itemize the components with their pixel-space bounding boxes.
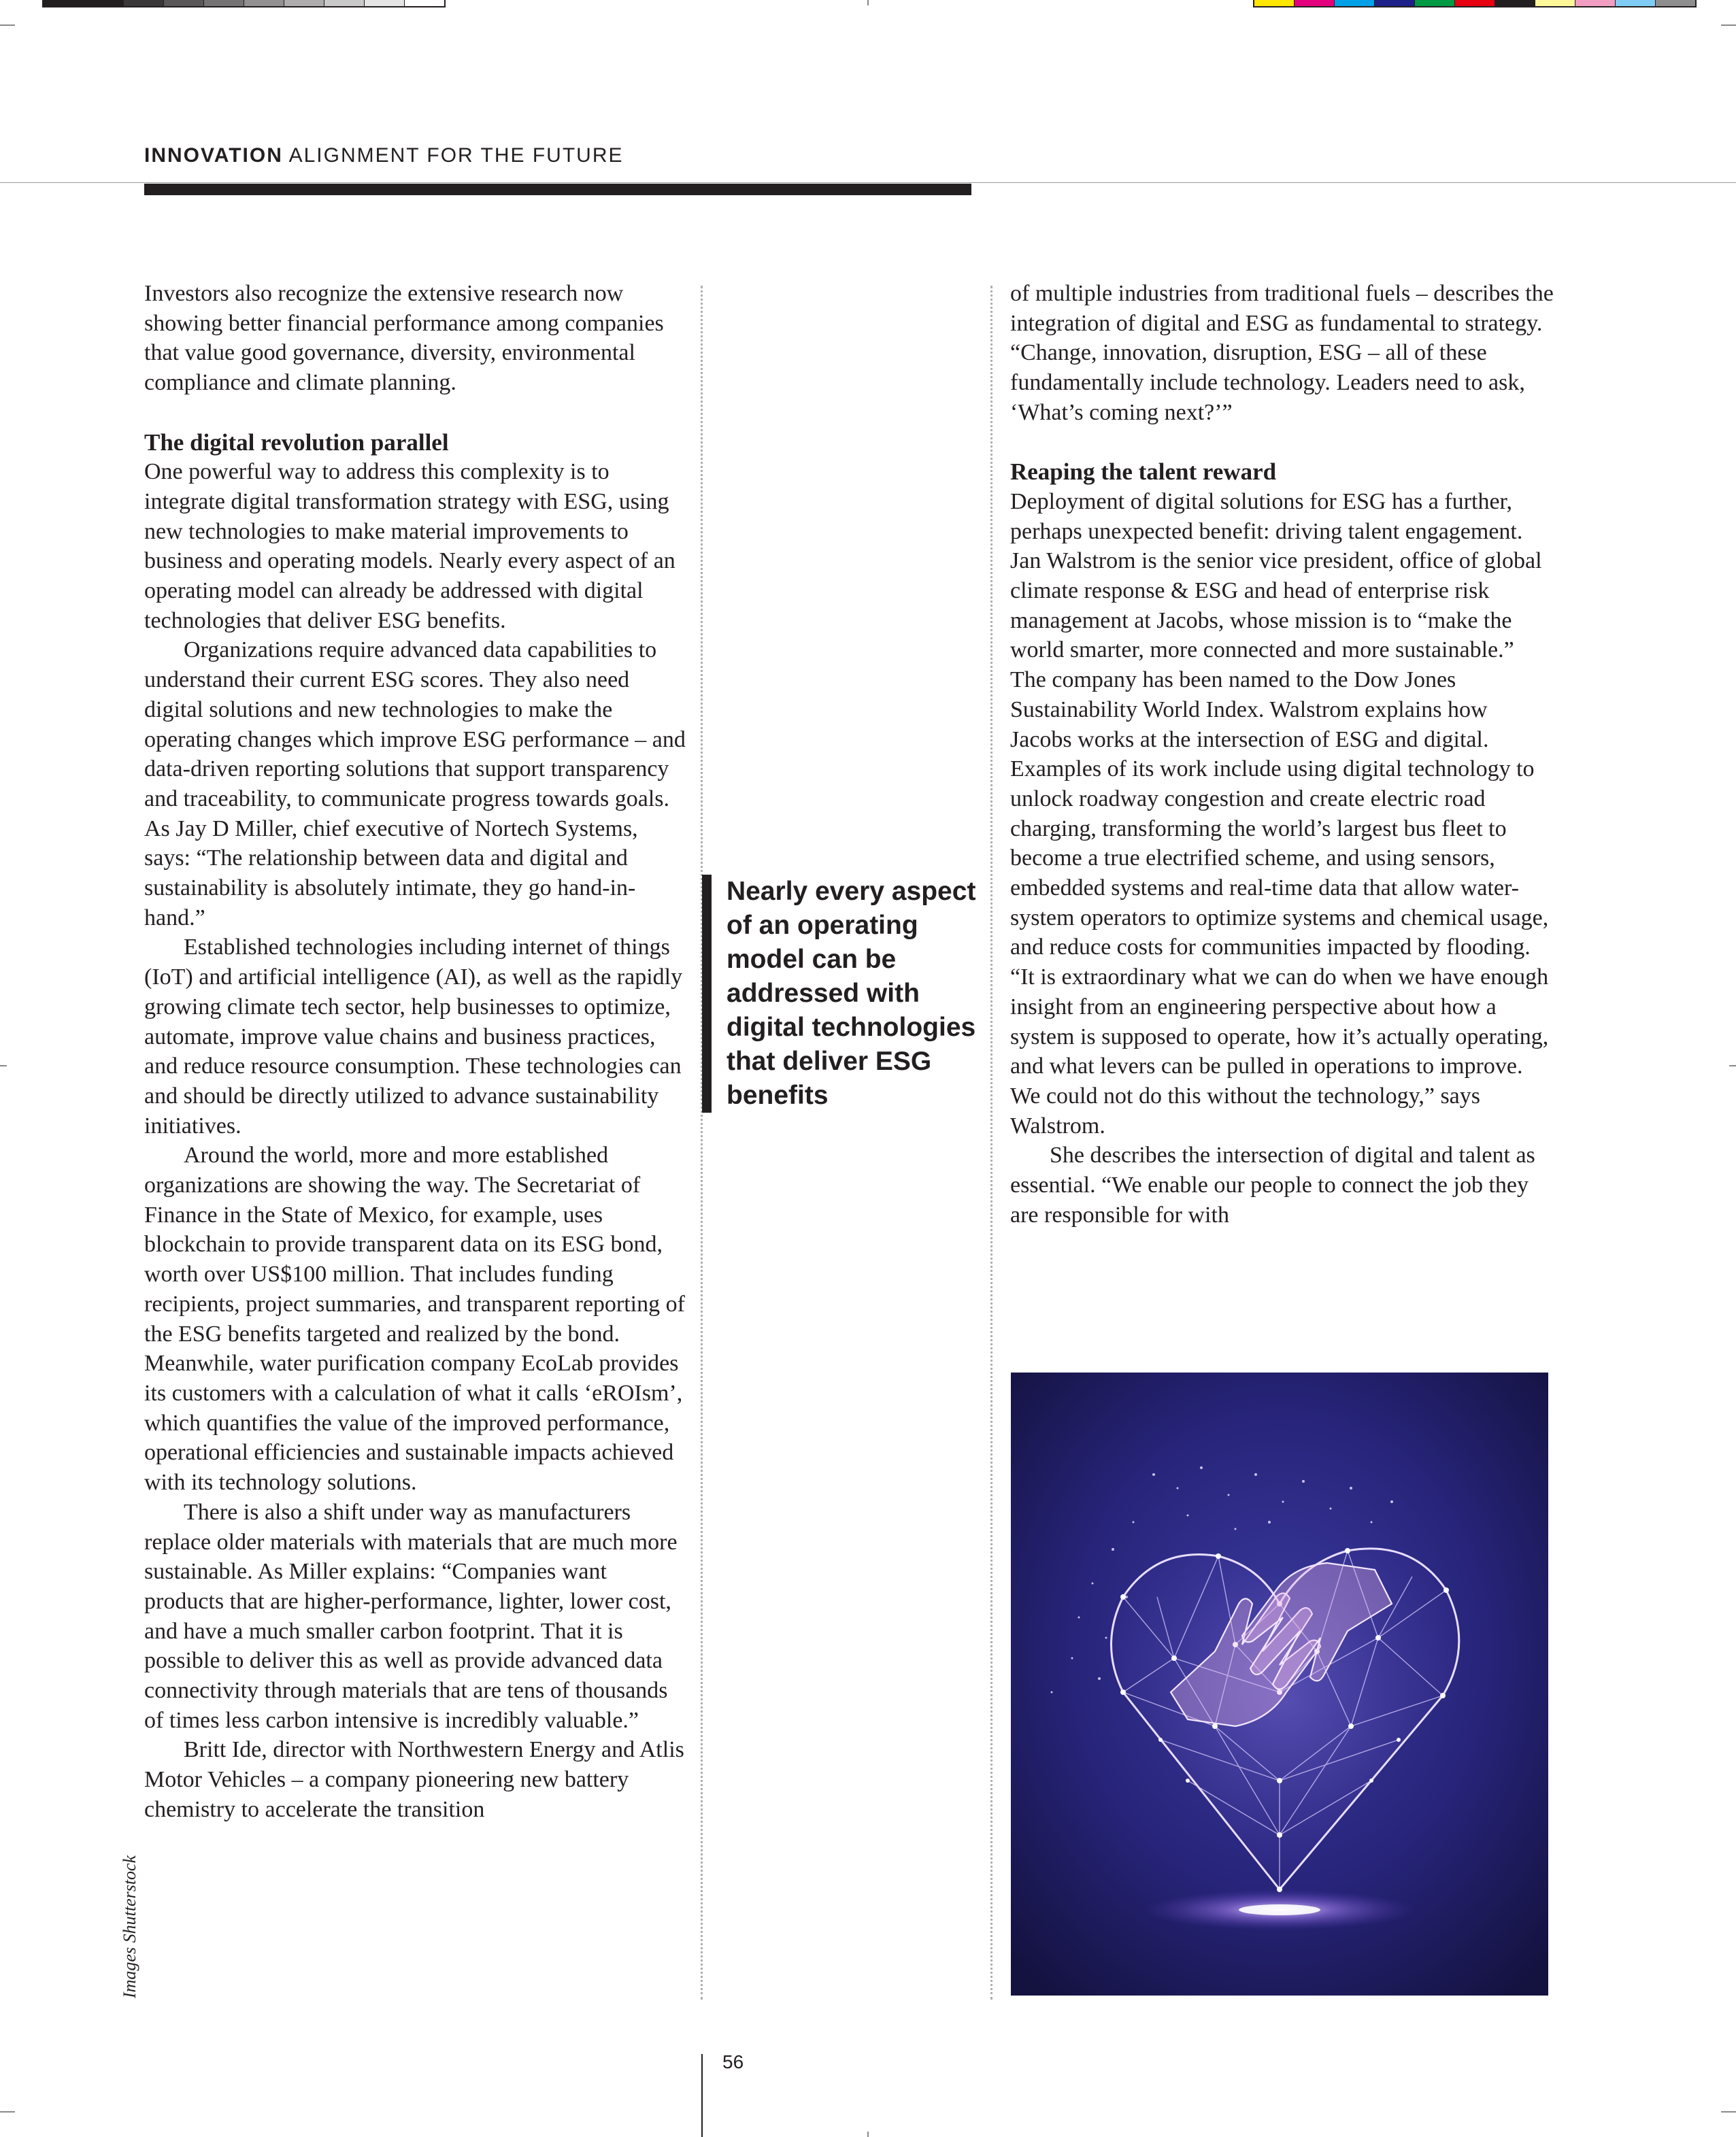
crop-mark — [0, 24, 15, 26]
color-swatch — [1495, 0, 1535, 6]
color-swatch — [44, 0, 83, 6]
paragraph: Around the world, more and more established organizations are showing the way. The Secretariat of Finance in the State of Mexico, for example, uses blockchain to provide transparent data on its ESG bond, worth over US$100 million. That includes funding recipients, project summaries, and transparent reporting of the ESG benefits targeted and realized by the bond. Meanwhile, water purification company EcoLab provides its customers with a calculation of what it calls ‘eROIsm’, which quantifies the value of the improved performance, operational efficiencies and sustainable impacts achieved with its technology solutions. — [144, 1143, 685, 1496]
article-column-right — [1010, 279, 1554, 1230]
section-name: INNOVATION — [144, 144, 283, 167]
heart-hands-illustration — [1011, 1373, 1548, 1996]
color-swatch — [284, 0, 324, 6]
running-header — [144, 144, 624, 167]
crop-mark — [1721, 24, 1736, 26]
paragraph: One powerful way to address this complexity is to integrate digital transformation strategy with ESG, using new technologies to make material improvements to business and operating models. Nearly every aspect of an operating model can already be addressed with digital technologies that deliver ESG benefits. — [144, 459, 675, 633]
section-subtitle: ALIGNMENT FOR THE FUTURE — [288, 144, 624, 167]
article-column-left — [144, 279, 688, 1825]
color-swatch — [1535, 0, 1575, 6]
color-swatch — [1414, 0, 1454, 6]
color-swatch — [1254, 0, 1294, 6]
paragraph: She describes the intersection of digital and talent as essential. “We enable our people to connect the job they are responsible for with — [1010, 1143, 1535, 1228]
heart-hands-network-icon — [1011, 1373, 1548, 1996]
crop-mark — [1729, 1065, 1736, 1066]
paragraph: Deployment of digital solutions for ESG has a further, perhaps unexpected benefit: driving talent engagement. Jan Walstrom is the senior vice president, office of global climate response & ESG and head of enterprise risk management at Jacobs, whose mission is to “make the world smarter, more connected and more sustainable.” The company has been named to the Dow Jones Sustainability World Index. Walstrom explains how Jacobs works at the intersection of ESG and digital. Examples of its work include using digital technology to unlock roadway congestion and create electric road charging, transforming the world’s largest bus fleet to become a true electrified scheme, and using sensors, embedded systems and real-time data that allow water-system operators to optimize systems and chemical usage, and reduce costs for communities impacted by flooding. “It is extraordinary what we can do when we have enough insight from an engineering perspective about how a system is supposed to operate, how it’s actually operating, and what levers can be pulled in operations to improve. We could not do this without the technology,” says Walstrom. — [1010, 488, 1549, 1139]
color-swatch — [1334, 0, 1374, 6]
color-bar-right — [1253, 0, 1697, 7]
crop-mark — [1721, 2111, 1736, 2113]
color-swatch — [1294, 0, 1334, 6]
color-swatch — [1655, 0, 1695, 6]
color-swatch — [1575, 0, 1615, 6]
column-divider — [701, 286, 703, 2000]
paragraph: Organizations require advanced data capabilities to understand their current ESG scores. They also need digital solutions and new technologies to make the operating changes which improve ESG performance – and data-driven reporting solutions that support transparency and traceability, to communicate progress towards goals. As Jay D Miller, chief executive of Nortech Systems, says: “The relationship between data and digital and sustainability is absolutely intimate, they go hand-in-hand.” — [144, 637, 686, 930]
page-number: 56 — [722, 2051, 744, 2072]
photo-credit: Images Shutterstock — [120, 1855, 139, 1998]
color-swatch — [244, 0, 284, 6]
column-divider — [990, 286, 992, 2000]
crop-mark — [0, 2111, 15, 2113]
color-swatch — [163, 0, 203, 6]
color-swatch — [123, 0, 163, 6]
folio-rule — [701, 2054, 703, 2137]
paragraph: Britt Ide, director with Northwestern Energy and Atlis Motor Vehicles – a company pioneering new battery chemistry to accelerate the transition — [144, 1737, 684, 1822]
subheading: Reaping the talent reward — [1010, 458, 1277, 486]
header-rule — [0, 182, 1736, 183]
color-swatch — [1615, 0, 1655, 6]
color-swatch — [364, 0, 404, 6]
crop-mark — [0, 1065, 7, 1066]
subheading: The digital revolution parallel — [144, 428, 449, 456]
header-bar — [144, 184, 971, 195]
color-bar-left — [42, 0, 446, 7]
paragraph: There is also a shift under way as manufacturers replace older materials with materials that are much more sustainable. As Miller explains: “Companies want products that are higher-performance, lighter, lower cost, and have a much smaller carbon footprint. That it is possible to deliver this as well as provide advanced data connectivity through materials that are tens of thousands of times less carbon intensive is incredibly valuable.” — [144, 1499, 678, 1733]
color-swatch — [404, 0, 444, 6]
color-swatch — [83, 0, 123, 6]
paragraph: of multiple industries from traditional fuels – describes the integration of digital and ESG as fundamental to strategy. “Change, innovation, disruption, ESG – all of these fundamentally include technology. Leaders need to ask, ‘What’s coming next?’” — [1010, 281, 1554, 425]
paragraph: Established technologies including internet of things (IoT) and artificial intelligence (AI), as well as the rapidly growing climate tech sector, help businesses to optimize, automate, improve value chains and business practices, and reduce resource consumption. These technologies can and should be directly utilized to advance sustainability initiatives. — [144, 935, 683, 1139]
crop-mark — [867, 2132, 869, 2137]
color-swatch — [203, 0, 244, 6]
color-swatch — [324, 0, 364, 6]
crop-mark — [867, 0, 869, 5]
color-swatch — [1374, 0, 1414, 6]
pull-quote: Nearly every aspect of an operating model can be addressed with digital technologies that deliver ESG benefits — [702, 875, 999, 1113]
paragraph: Investors also recognize the extensive research now showing better financial performance among companies that value good governance, diversity, environmental compliance and climate planning. — [144, 281, 664, 396]
color-swatch — [1454, 0, 1495, 6]
